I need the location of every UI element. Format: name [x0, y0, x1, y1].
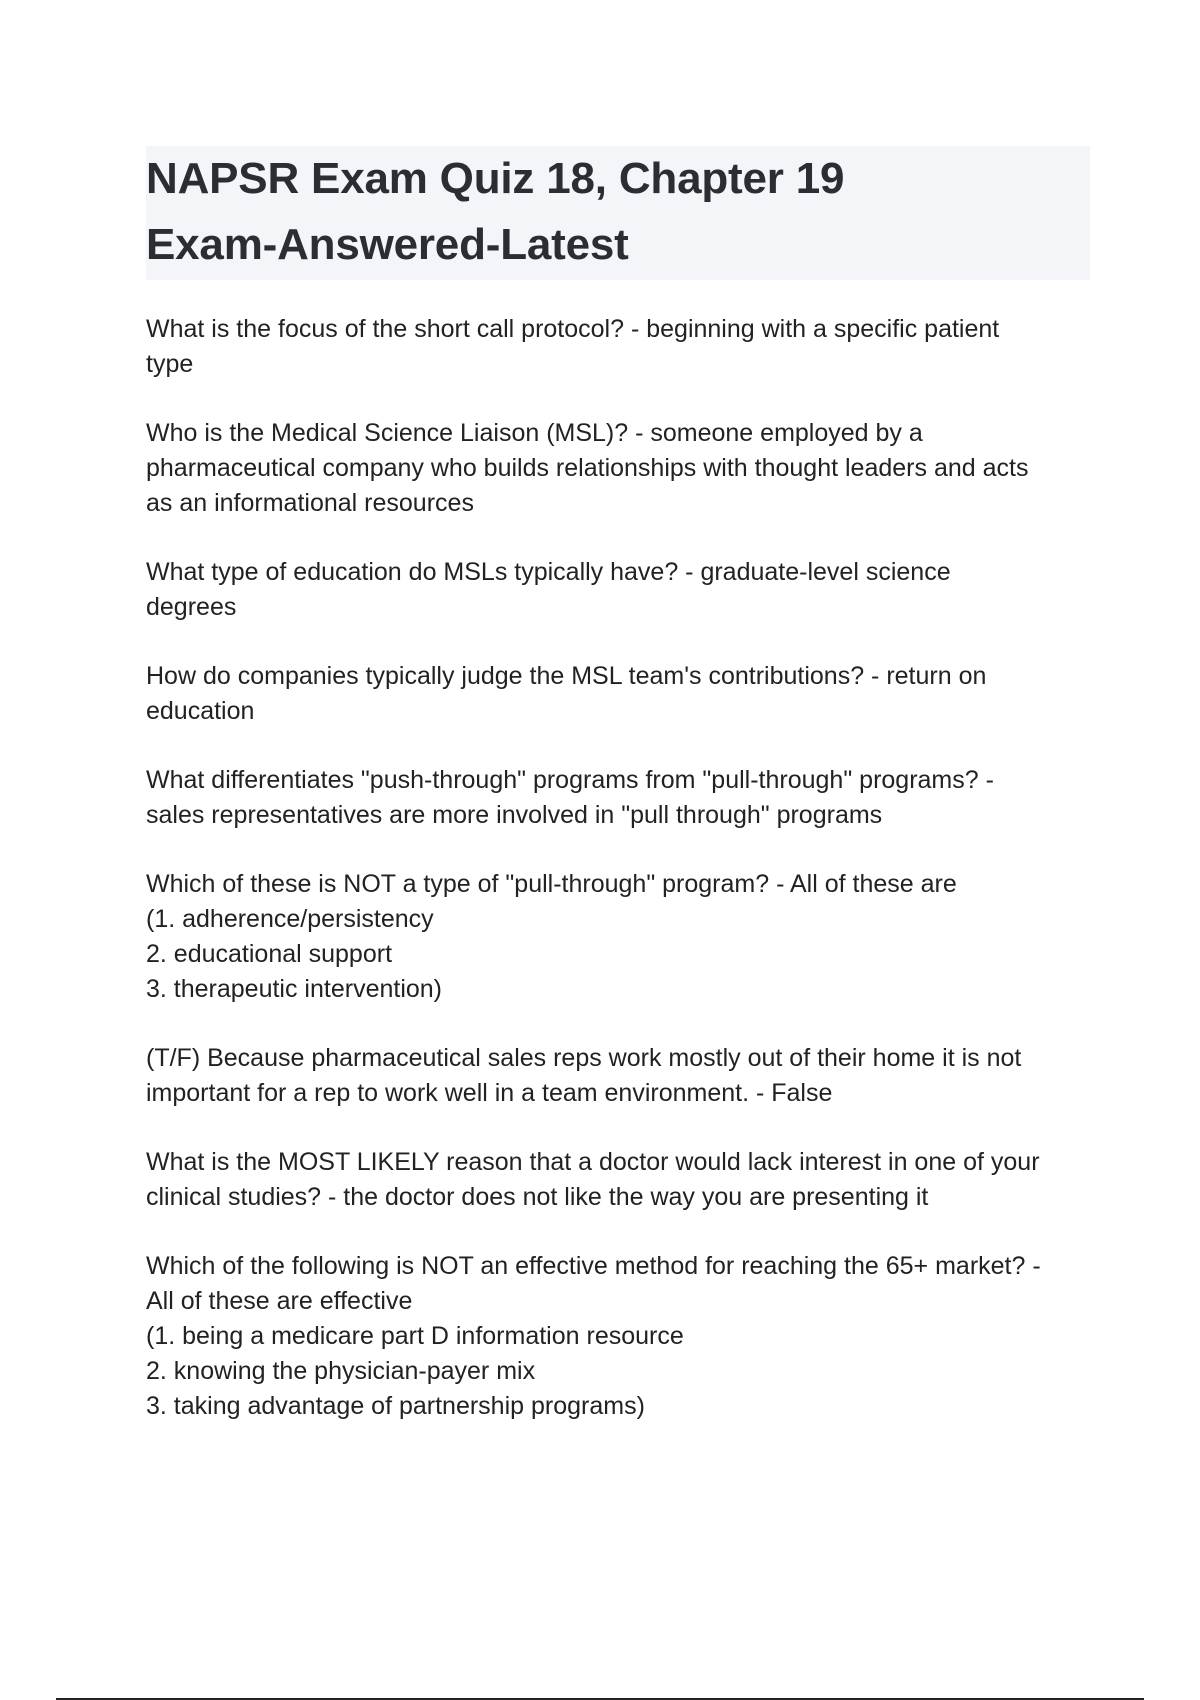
qa-item-6: Which of these is NOT a type of "pull-through" program? - All of these are (1. adherence/persistency 2. educational support 3. therapeutic intervention)	[146, 870, 957, 1003]
qa-item-2: Who is the Medical Science Liaison (MSL)? - someone employed by a pharmaceutical company who builds relationships with thought leaders and acts as an informational resources	[146, 419, 1029, 517]
qa-item-3: What type of education do MSLs typically have? - graduate-level science degrees	[146, 558, 951, 621]
qa-item-9: Which of the following is NOT an effective method for reaching the 65+ market? - All of these are effective (1. being a medicare part D information resource 2. knowing the physician-payer mix 3. taking advantage of partnership programs)	[146, 1252, 1041, 1420]
page-title-line-2: Exam-Answered-Latest	[146, 220, 629, 269]
qa-item-8: What is the MOST LIKELY reason that a doctor would lack interest in one of your clinical studies? - the doctor does not like the way you are presenting it	[146, 1148, 1040, 1211]
qa-item-5: What differentiates "push-through" programs from "pull-through" programs? - sales representatives are more involved in "pull through" programs	[146, 766, 994, 829]
title-banner	[146, 146, 1090, 280]
page-title	[146, 146, 1090, 278]
qa-item-4: How do companies typically judge the MSL team's contributions? - return on education	[146, 662, 987, 725]
qa-item-1: What is the focus of the short call protocol? - beginning with a specific patient type	[146, 315, 1000, 378]
qa-item-7: (T/F) Because pharmaceutical sales reps work mostly out of their home it is not important for a rep to work well in a team environment. - False	[146, 1044, 1022, 1107]
page-title-line-1: NAPSR Exam Quiz 18, Chapter 19	[146, 154, 845, 203]
question-answer-list	[146, 312, 1096, 1458]
